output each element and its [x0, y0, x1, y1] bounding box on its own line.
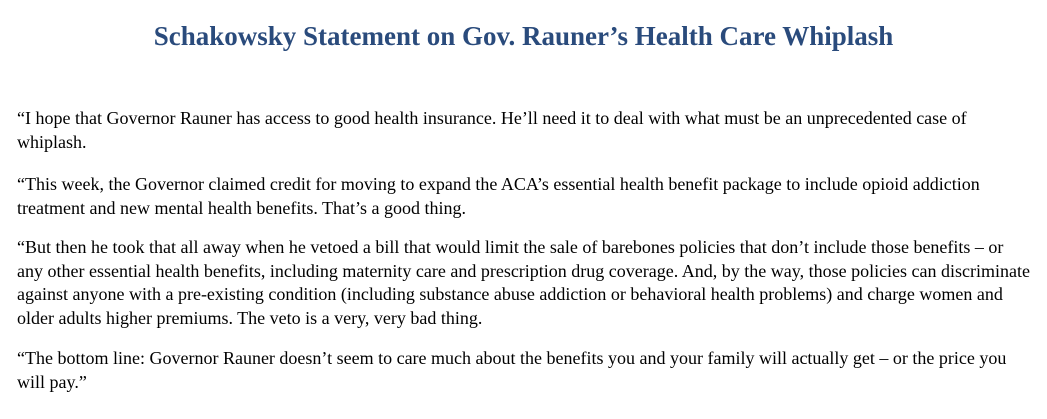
statement-paragraph-4: “The bottom line: Governor Rauner doesn’t seem to care much about the benefits you and your family will actually get – or the price you will pay.”	[17, 348, 1007, 392]
page-title: Schakowsky Statement on Gov. Rauner’s Health Care Whiplash	[153, 21, 894, 51]
statement-paragraph-3: “But then he took that all away when he vetoed a bill that would limit the sale of barebones policies that don’t include those benefits – or any other essential health benefits, including maternity care and prescription drug coverage. And, by the way, those policies can discriminate against anyone with a pre-existing condition (including substance abuse addiction or behavioral health problems) and charge women and older adults higher premiums. The veto is a very, very bad thing.	[17, 237, 1031, 328]
statement-paragraph-2: “This week, the Governor claimed credit for moving to expand the ACA’s essential health benefit package to include opioid addiction treatment and new mental health benefits. That’s a good thing.	[17, 174, 980, 218]
statement-paragraph-1: “I hope that Governor Rauner has access to good health insurance. He’ll need it to deal with what must be an unprecedented case of whiplash.	[17, 108, 967, 152]
